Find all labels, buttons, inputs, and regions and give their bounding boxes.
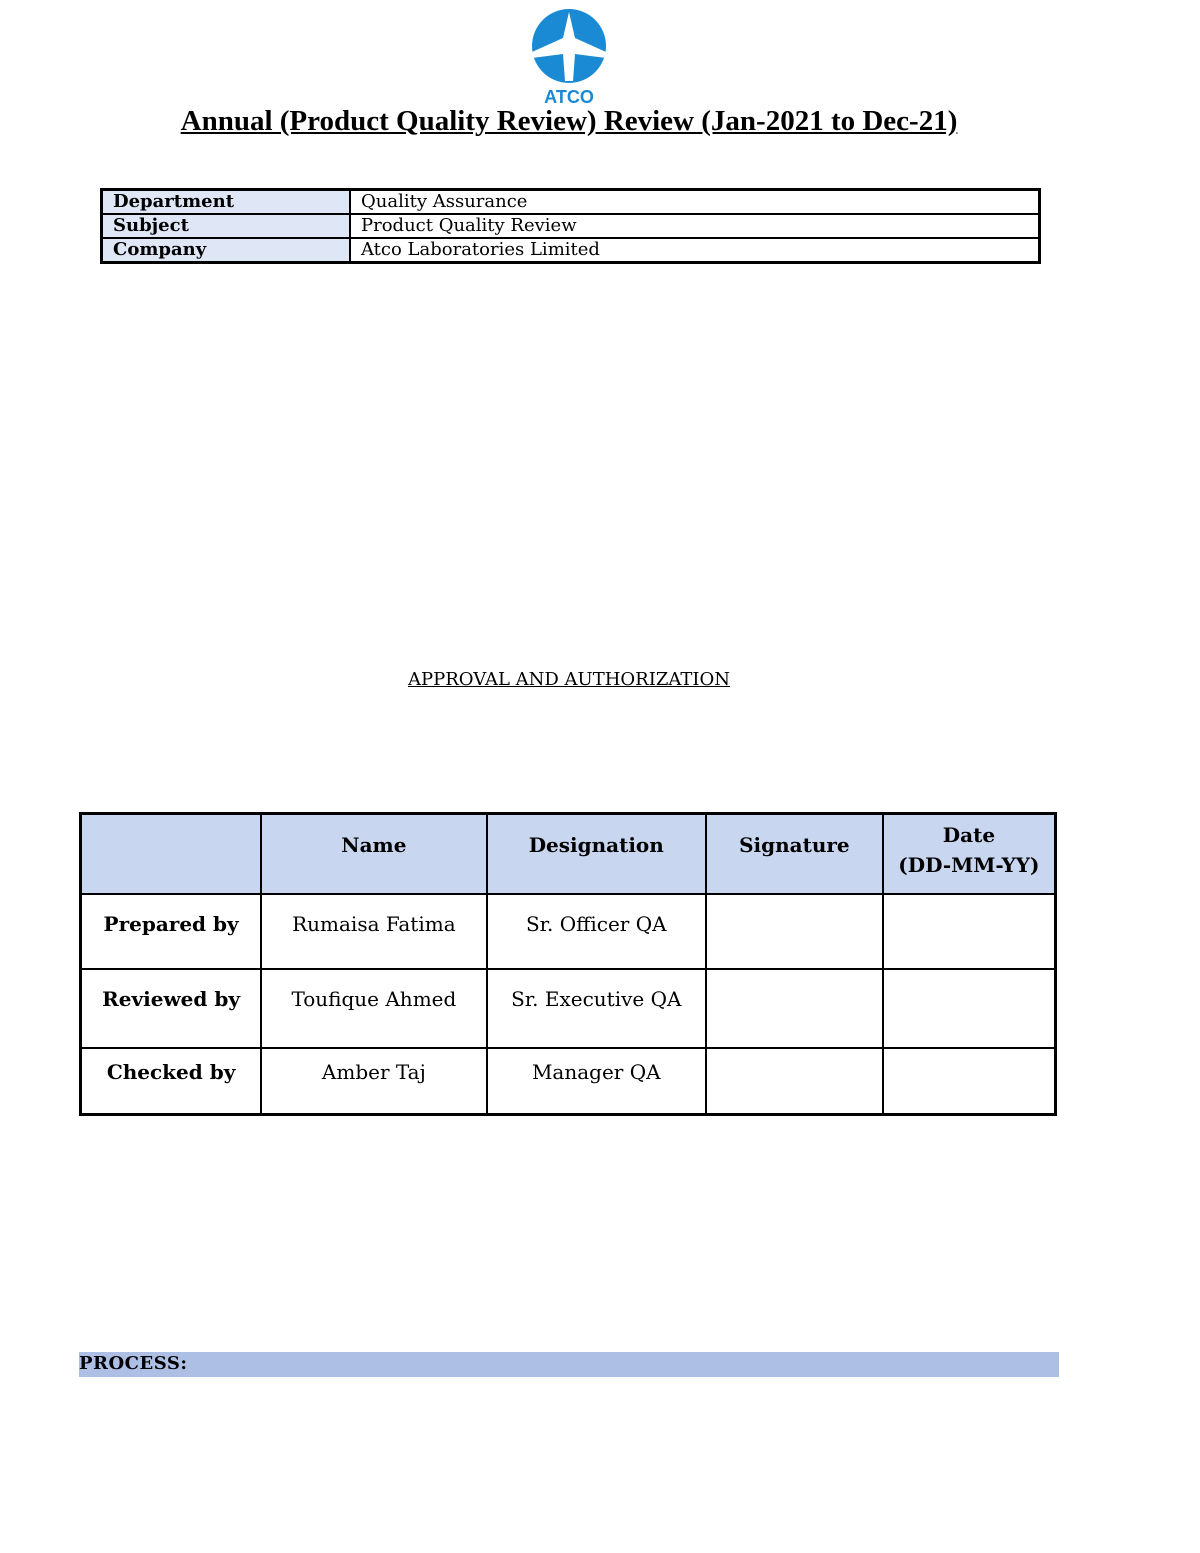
info-label: Department — [102, 190, 351, 215]
process-section-bar — [79, 1352, 1059, 1377]
approval-header-row — [81, 814, 1056, 895]
row-name: Rumaisa Fatima — [261, 894, 486, 969]
row-date — [883, 894, 1056, 969]
document-info-table — [100, 188, 1041, 264]
info-label: Subject — [102, 214, 351, 238]
row-role: Reviewed by — [81, 969, 262, 1048]
info-value: Quality Assurance — [350, 190, 1040, 215]
header-name-text: Name — [341, 833, 407, 857]
header-date-format: (DD-MM-YY) — [898, 853, 1040, 877]
info-value: Atco Laboratories Limited — [350, 238, 1040, 263]
info-row-department — [102, 190, 1040, 215]
header-signature-text: Signature — [739, 833, 850, 857]
info-value: Product Quality Review — [350, 214, 1040, 238]
row-designation: Sr. Officer QA — [487, 894, 706, 969]
header-designation — [487, 814, 706, 895]
row-signature — [706, 969, 883, 1048]
header-date-text: Date — [942, 823, 996, 847]
header-designation-text: Designation — [528, 833, 664, 857]
row-designation: Manager QA — [487, 1048, 706, 1114]
info-row-subject — [102, 214, 1040, 238]
row-name: Amber Taj — [261, 1048, 486, 1114]
approval-table — [79, 812, 1057, 1116]
logo-text: ATCO — [544, 87, 594, 106]
header-signature — [706, 814, 883, 895]
info-row-company — [102, 238, 1040, 263]
row-signature — [706, 894, 883, 969]
process-label: PROCESS: — [79, 1353, 188, 1374]
row-signature — [706, 1048, 883, 1114]
info-label: Company — [102, 238, 351, 263]
document-title: Annual (Product Quality Review) Review (Jan-2021 to Dec-21) — [180, 105, 958, 137]
row-date — [883, 969, 1056, 1048]
approval-heading: APPROVAL AND AUTHORIZATION — [407, 669, 730, 690]
table-row — [81, 969, 1056, 1048]
row-role: Checked by — [81, 1048, 262, 1114]
header-name — [261, 814, 486, 895]
atco-logo — [528, 8, 610, 106]
table-row — [81, 894, 1056, 969]
row-date — [883, 1048, 1056, 1114]
row-role: Prepared by — [81, 894, 262, 969]
row-name: Toufique Ahmed — [261, 969, 486, 1048]
table-row — [81, 1048, 1056, 1114]
header-date — [883, 814, 1056, 895]
row-designation: Sr. Executive QA — [487, 969, 706, 1048]
header-empty — [81, 814, 262, 895]
